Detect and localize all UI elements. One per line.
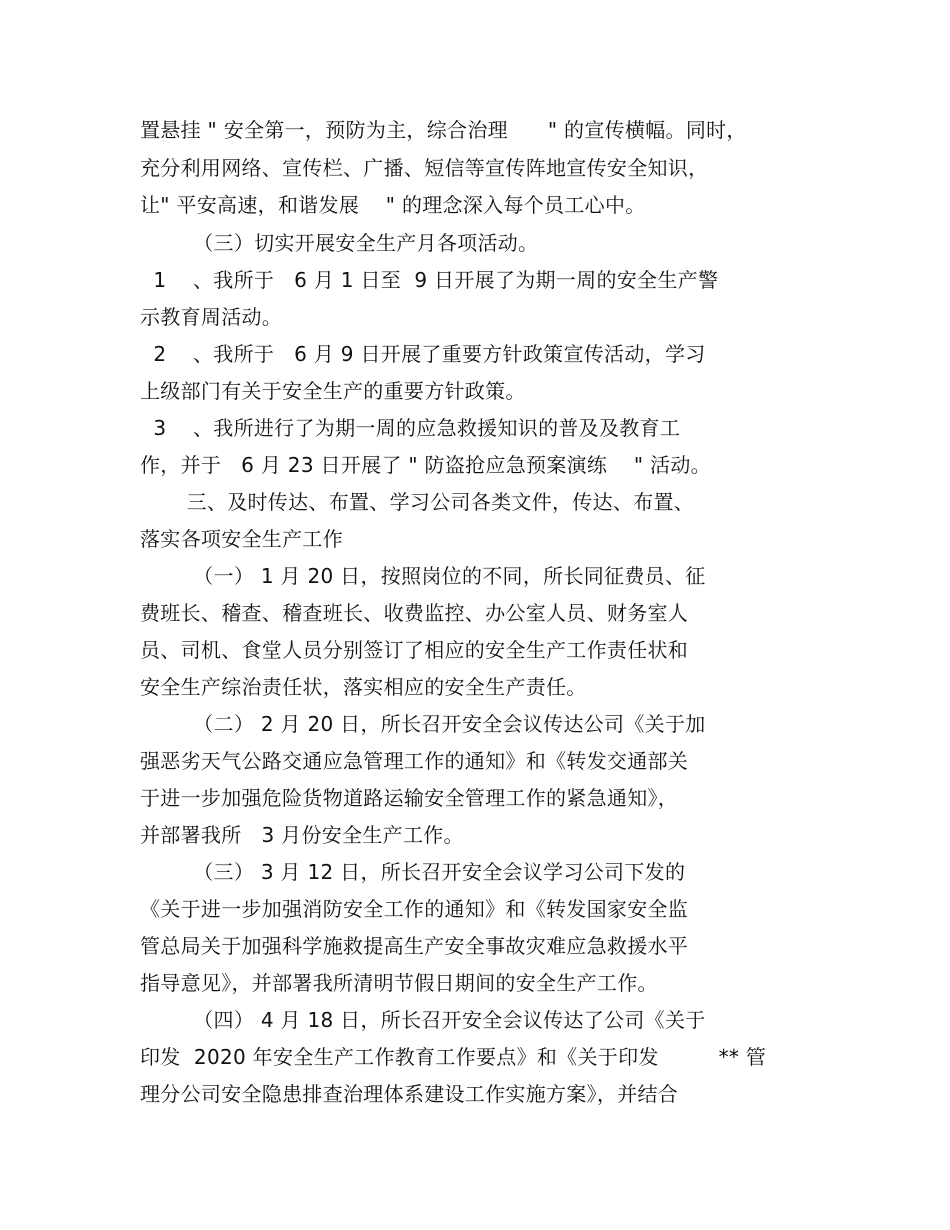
text-line: 安全生产综治责任状，落实相应的安全生产责任。	[140, 675, 587, 699]
text-line: 示教育周活动。	[140, 305, 283, 329]
text-line: 指导意见》，并部署我所清明节假日期间的安全生产工作。	[140, 971, 658, 995]
text-line: 费班长、稽查、稽查班长、收费监控、办公室人员、财务室人	[140, 601, 689, 625]
text-line: 强恶劣天气公路交通应急管理工作的通知》和《转发交通部关	[140, 749, 689, 773]
text-line: 上级部门有关于安全生产的重要方针政策。	[140, 379, 526, 403]
text-line: 充分利用网络、宣传栏、广播、短信等宣传阵地宣传安全知识，	[140, 156, 709, 180]
text-line: 作，并于 6 月 23 日开展了 " 防盗抢应急预案演练 " 活动。	[140, 453, 711, 477]
text-line: 3 、我所进行了为期一周的应急救援知识的普及及教育工	[140, 416, 681, 440]
text-line: 1 、我所于 6 月 1 日至 9 日开展了为期一周的安全生产警	[140, 268, 719, 292]
text-line: 《关于进一步加强消防安全工作的通知》和《转发国家安全监	[140, 897, 689, 921]
text-line: 三、及时传达、布置、学习公司各类文件，传达、布置、	[140, 490, 695, 514]
text-line: 印发 2020 年安全生产工作教育工作要点》和《关于印发 ** 管	[140, 1045, 767, 1069]
text-line: 并部署我所 3 月份安全生产工作。	[140, 823, 464, 847]
text-line: （四） 4 月 18 日，所长召开安全会议传达了公司《关于	[140, 1008, 706, 1032]
text-line: （二） 2 月 20 日，所长召开安全会议传达公司《关于加	[140, 712, 706, 736]
text-line: （一） 1 月 20 日，按照岗位的不同，所长同征费员、征	[140, 564, 706, 588]
text-line: 让" 平安高速，和谐发展 " 的理念深入每个员工心中。	[140, 193, 646, 217]
text-line: 员、司机、食堂人员分别签订了相应的安全生产工作责任状和	[140, 638, 689, 662]
text-line: 理分公司安全隐患排查治理体系建设工作实施方案》，并结合	[140, 1082, 679, 1106]
text-line: （三） 3 月 12 日，所长召开安全会议学习公司下发的	[140, 860, 686, 884]
text-line: 置悬挂 " 安全第一，预防为主，综合治理 " 的宣传横幅。同时，	[140, 118, 747, 142]
text-line: 2 、我所于 6 月 9 日开展了重要方针政策宣传活动，学习	[140, 342, 706, 366]
text-line: 于进一步加强危险货物道路运输安全管理工作的紧急通知》，	[140, 786, 679, 810]
text-line: 管总局关于加强科学施救提高生产安全事故灾难应急救援水平	[140, 934, 689, 958]
text-line: （三）切实开展安全生产月各项活动。	[140, 231, 539, 255]
text-line: 落实各项安全生产工作	[140, 527, 343, 551]
